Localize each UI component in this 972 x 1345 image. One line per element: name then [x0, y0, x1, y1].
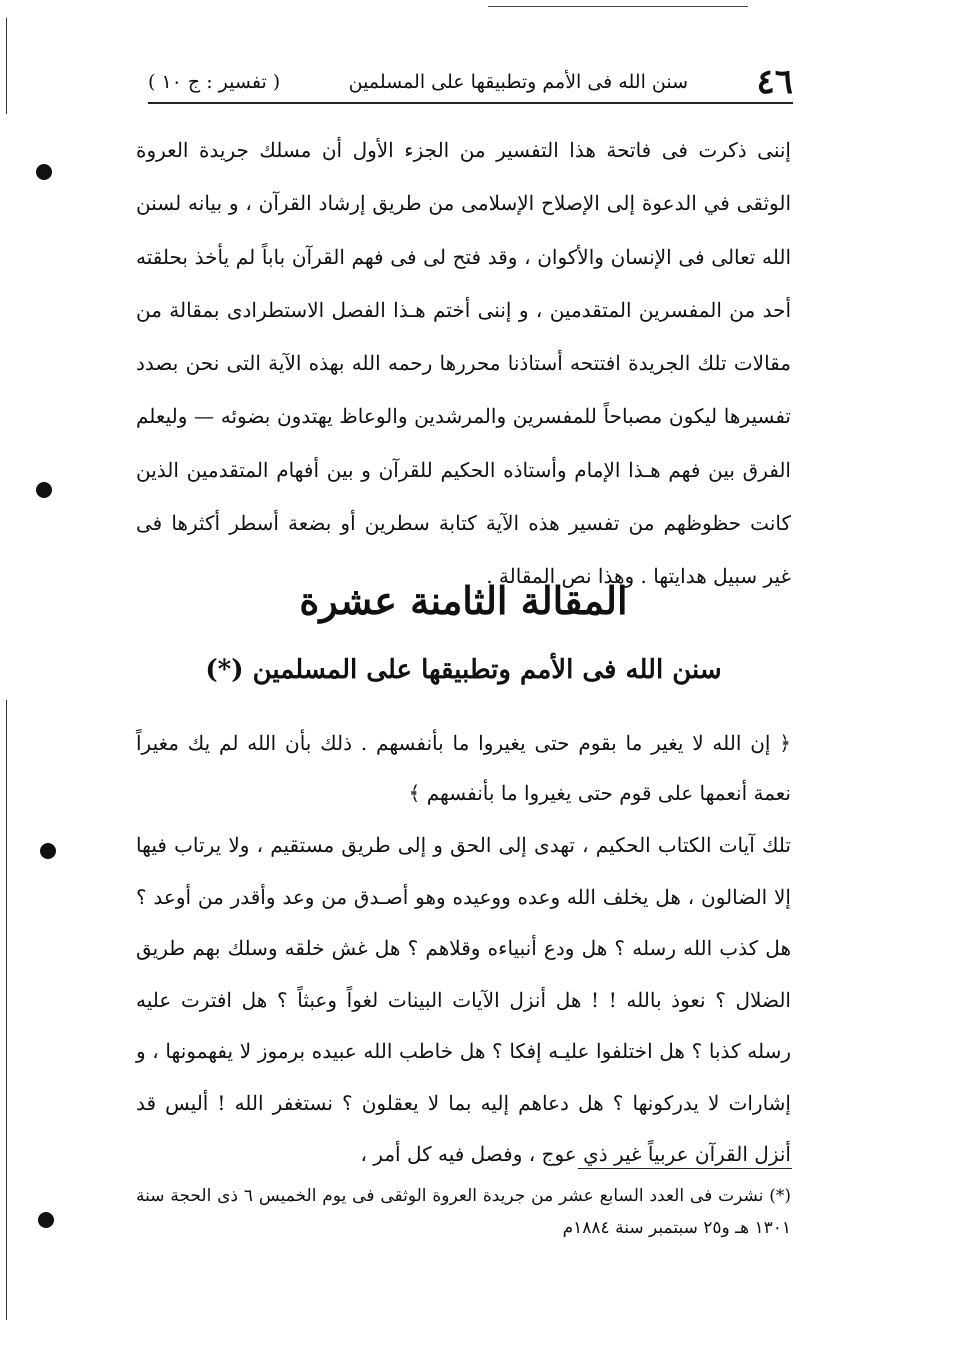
footnote-rule — [578, 1168, 792, 1169]
intro-paragraph: إننى ذكرت فى فاتحة هذا التفسير من الجزء الأول أن مسلك جريدة العروة الوثقى في الدعوة إلى الإصلاح الإسلامى من طريق إرشاد القرآن ، و بيانه لسنن الله تعالى فى الإنسان والأكوان ، وقد فتح لى فى فهم القرآن باباً لم يأخذ بحلقته أحد من المفسرين المتقدمين ، و إننى أختم هـذا الفصل الاستطرادى بمقالة من مقالات تلك الجريدة افتتحه أستاذنا محررها رحمه الله بهذه الآية التى نحن بصدد تفسيرها ليكون مصباحاً للمفسرين والمرشدين والوعاظ يهتدون بضوئه — وليعلم الفرق بين فهم هـذا الإمام وأستاذه الحكيم للقرآن و بين أفهام المتقدمين الذين كانت حظوظهم من تفسير هذه الآية كتابة سطرين أو بضعة أسطر أكثرها فى غير سبيل هدايتها . وهذا نص المقالة . — [136, 138, 791, 589]
footnote: (*) نشرت فى العدد السابع عشر من جريدة العروة الوثقى فى يوم الخميس ٦ ذى الحجة سنة ١٣٠١ هـ و٢٥ سبتمبر سنة ١٨٨٤م — [136, 1186, 791, 1238]
article-title: المقالة الثامنة عشرة — [299, 578, 628, 623]
running-title: سنن الله فى الأمم وتطبيقها على المسلمين — [348, 71, 689, 93]
running-subtitle: ( تفسير : ج ١٠ ) — [148, 71, 281, 93]
top-edge-rule — [488, 6, 748, 7]
binding-hole-mark — [36, 164, 52, 180]
binding-hole-mark — [38, 1212, 54, 1228]
binding-hole-mark — [36, 482, 52, 498]
scan-edge-line — [6, 700, 7, 1320]
article-paragraph: تلك آيات الكتاب الحكيم ، تهدى إلى الحق و إلى طريق مستقيم ، ولا يرتاب فيها إلا الضالون ، هل يخلف الله وعده ووعيده وهو أصـدق من وعد وأقدر من أوعد ؟ هل كذب الله رسله ؟ هل ودع أنبياءه وقلاهم ؟ هل غش خلقه وسلك بهم طريق الضلال ؟ نعوذ بالله ! ! هل أنزل الآيات البينات لغواً وعبثاً ؟ هل افترت عليه رسله كذبا ؟ هل اختلفوا عليـه إفكا ؟ هل خاطب الله عبيده برموز لا يفهمونها ، و إشارات لا يدركونها ؟ هل دعاهم إليه بما لا يعقلون ؟ نستغفر الله ! أليس قد أنزل القرآن عربياً غير ذي عوج ، وفصل فيه كل أمر ، — [136, 833, 791, 1166]
binding-hole-mark — [40, 843, 56, 859]
article-subtitle: سنن الله فى الأمم وتطبيقها على المسلمين (*) — [205, 655, 722, 685]
quran-verse: ﴿ إن الله لا يغير ما بقوم حتى يغيروا ما بأنفسهم . ذلك بأن الله لم يك مغيراً نعمة أنعمها على قوم حتى يغيروا ما بأنفسهم ﴾ — [136, 731, 791, 805]
page-header — [148, 62, 793, 104]
scan-edge-line — [6, 18, 7, 114]
page-number: ٤٦ — [756, 62, 793, 102]
